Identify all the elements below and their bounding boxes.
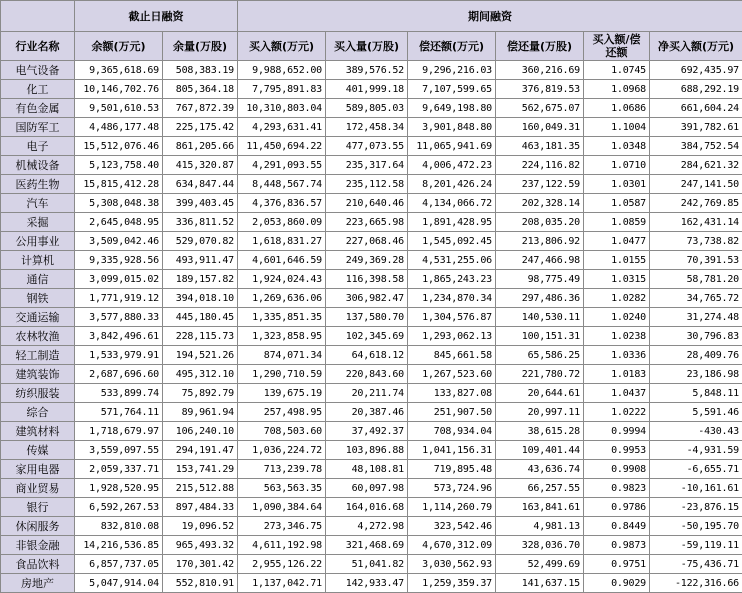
industry-name-cell: 非银金融 <box>1 536 75 555</box>
repay-amount-cell: 1,114,260.79 <box>408 498 496 517</box>
table-row <box>1 99 742 118</box>
buy-volume-cell: 164,016.68 <box>326 498 408 517</box>
balance-amount-cell: 1,533,979.91 <box>75 346 163 365</box>
buy-amount-cell: 563,563.35 <box>238 479 326 498</box>
buy-repay-ratio-cell: 0.8449 <box>584 517 650 536</box>
buy-repay-ratio-cell: 0.9029 <box>584 574 650 593</box>
buy-repay-ratio-cell: 1.0155 <box>584 251 650 270</box>
balance-volume-cell: 529,070.82 <box>163 232 238 251</box>
buy-repay-ratio-cell: 0.9823 <box>584 479 650 498</box>
buy-volume-cell: 137,580.70 <box>326 308 408 327</box>
buy-amount-cell: 2,955,126.22 <box>238 555 326 574</box>
buy-repay-ratio-cell: 1.0282 <box>584 289 650 308</box>
industry-name-cell: 汽车 <box>1 194 75 213</box>
balance-amount-cell: 1,928,520.95 <box>75 479 163 498</box>
repay-amount-cell: 1,865,243.23 <box>408 270 496 289</box>
header-balance-volume: 余量(万股) <box>163 32 238 61</box>
balance-volume-cell: 508,383.19 <box>163 61 238 80</box>
balance-amount-cell: 2,645,048.95 <box>75 213 163 232</box>
balance-volume-cell: 294,191.47 <box>163 441 238 460</box>
repay-volume-cell: 140,530.11 <box>496 308 584 327</box>
table-row <box>1 327 742 346</box>
repay-volume-cell: 163,841.61 <box>496 498 584 517</box>
balance-volume-cell: 194,521.26 <box>163 346 238 365</box>
net-buy-amount-cell: -50,195.70 <box>650 517 742 536</box>
repay-volume-cell: 65,586.25 <box>496 346 584 365</box>
header-buy-amount: 买入额(万元) <box>238 32 326 61</box>
balance-volume-cell: 805,364.18 <box>163 80 238 99</box>
industry-name-cell: 综合 <box>1 403 75 422</box>
repay-amount-cell: 1,234,870.34 <box>408 289 496 308</box>
balance-amount-cell: 533,899.74 <box>75 384 163 403</box>
repay-amount-cell: 1,545,092.45 <box>408 232 496 251</box>
repay-volume-cell: 224,116.82 <box>496 156 584 175</box>
net-buy-amount-cell: 34,765.72 <box>650 289 742 308</box>
balance-amount-cell: 5,047,914.04 <box>75 574 163 593</box>
balance-volume-cell: 552,810.91 <box>163 574 238 593</box>
repay-amount-cell: 1,267,523.60 <box>408 365 496 384</box>
balance-amount-cell: 9,365,618.69 <box>75 61 163 80</box>
repay-amount-cell: 4,134,066.72 <box>408 194 496 213</box>
table-row <box>1 137 742 156</box>
header-corner <box>1 1 75 32</box>
table-row <box>1 460 742 479</box>
repay-amount-cell: 323,542.46 <box>408 517 496 536</box>
table-body <box>1 61 742 593</box>
balance-amount-cell: 1,771,919.12 <box>75 289 163 308</box>
repay-volume-cell: 109,401.44 <box>496 441 584 460</box>
buy-amount-cell: 1,137,042.71 <box>238 574 326 593</box>
balance-amount-cell: 3,559,097.55 <box>75 441 163 460</box>
header-group-period: 期间融资 <box>238 1 742 32</box>
table-row <box>1 308 742 327</box>
header-repay-volume: 偿还量(万股) <box>496 32 584 61</box>
repay-volume-cell: 208,035.20 <box>496 213 584 232</box>
buy-volume-cell: 20,211.74 <box>326 384 408 403</box>
net-buy-amount-cell: 247,141.50 <box>650 175 742 194</box>
buy-volume-cell: 64,618.12 <box>326 346 408 365</box>
repay-volume-cell: 66,257.55 <box>496 479 584 498</box>
repay-amount-cell: 4,006,472.23 <box>408 156 496 175</box>
table-row <box>1 555 742 574</box>
table-row <box>1 289 742 308</box>
repay-volume-cell: 562,675.07 <box>496 99 584 118</box>
buy-amount-cell: 11,450,694.22 <box>238 137 326 156</box>
buy-amount-cell: 4,611,192.98 <box>238 536 326 555</box>
net-buy-amount-cell: -23,876.15 <box>650 498 742 517</box>
buy-volume-cell: 51,041.82 <box>326 555 408 574</box>
buy-amount-cell: 7,795,891.83 <box>238 80 326 99</box>
industry-name-cell: 有色金属 <box>1 99 75 118</box>
buy-amount-cell: 1,090,384.64 <box>238 498 326 517</box>
repay-amount-cell: 3,901,848.80 <box>408 118 496 137</box>
net-buy-amount-cell: -59,119.11 <box>650 536 742 555</box>
repay-volume-cell: 202,328.14 <box>496 194 584 213</box>
buy-amount-cell: 1,924,024.43 <box>238 270 326 289</box>
buy-repay-ratio-cell: 1.0348 <box>584 137 650 156</box>
repay-amount-cell: 1,304,576.87 <box>408 308 496 327</box>
repay-volume-cell: 328,036.70 <box>496 536 584 555</box>
buy-amount-cell: 708,503.60 <box>238 422 326 441</box>
header-net-buy-amount: 净买入额(万元) <box>650 32 742 61</box>
buy-repay-ratio-cell: 0.9953 <box>584 441 650 460</box>
net-buy-amount-cell: 384,752.54 <box>650 137 742 156</box>
table-row <box>1 384 742 403</box>
net-buy-amount-cell: 688,292.19 <box>650 80 742 99</box>
buy-amount-cell: 2,053,860.09 <box>238 213 326 232</box>
repay-amount-cell: 719,895.48 <box>408 460 496 479</box>
repay-volume-cell: 463,181.35 <box>496 137 584 156</box>
balance-volume-cell: 19,096.52 <box>163 517 238 536</box>
buy-volume-cell: 20,387.46 <box>326 403 408 422</box>
repay-volume-cell: 297,486.36 <box>496 289 584 308</box>
repay-amount-cell: 4,670,312.09 <box>408 536 496 555</box>
buy-volume-cell: 477,073.55 <box>326 137 408 156</box>
buy-repay-ratio-cell: 0.9873 <box>584 536 650 555</box>
balance-amount-cell: 9,335,928.56 <box>75 251 163 270</box>
industry-name-cell: 休闲服务 <box>1 517 75 536</box>
repay-volume-cell: 20,997.11 <box>496 403 584 422</box>
balance-amount-cell: 5,308,048.38 <box>75 194 163 213</box>
industry-name-cell: 医药生物 <box>1 175 75 194</box>
table-row <box>1 365 742 384</box>
industry-name-cell: 传媒 <box>1 441 75 460</box>
balance-volume-cell: 225,175.42 <box>163 118 238 137</box>
industry-name-cell: 房地产 <box>1 574 75 593</box>
buy-repay-ratio-cell: 1.0686 <box>584 99 650 118</box>
table-row <box>1 422 742 441</box>
buy-repay-ratio-cell: 1.0968 <box>584 80 650 99</box>
repay-volume-cell: 43,636.74 <box>496 460 584 479</box>
buy-volume-cell: 4,272.98 <box>326 517 408 536</box>
balance-volume-cell: 89,961.94 <box>163 403 238 422</box>
repay-amount-cell: 1,891,428.95 <box>408 213 496 232</box>
industry-name-cell: 钢铁 <box>1 289 75 308</box>
repay-amount-cell: 9,649,198.80 <box>408 99 496 118</box>
buy-repay-ratio-cell: 1.0336 <box>584 346 650 365</box>
industry-name-cell: 机械设备 <box>1 156 75 175</box>
net-buy-amount-cell: 23,186.98 <box>650 365 742 384</box>
header-repay-amount: 偿还额(万元) <box>408 32 496 61</box>
balance-amount-cell: 14,216,536.85 <box>75 536 163 555</box>
table-row <box>1 441 742 460</box>
net-buy-amount-cell: 30,796.83 <box>650 327 742 346</box>
buy-volume-cell: 389,576.52 <box>326 61 408 80</box>
repay-amount-cell: 4,531,255.06 <box>408 251 496 270</box>
buy-volume-cell: 220,843.60 <box>326 365 408 384</box>
buy-amount-cell: 4,601,646.59 <box>238 251 326 270</box>
net-buy-amount-cell: -6,655.71 <box>650 460 742 479</box>
balance-volume-cell: 215,512.88 <box>163 479 238 498</box>
net-buy-amount-cell: -75,436.71 <box>650 555 742 574</box>
balance-amount-cell: 10,146,702.76 <box>75 80 163 99</box>
balance-amount-cell: 5,123,758.40 <box>75 156 163 175</box>
balance-volume-cell: 415,320.87 <box>163 156 238 175</box>
repay-volume-cell: 38,615.28 <box>496 422 584 441</box>
table-row <box>1 536 742 555</box>
buy-volume-cell: 401,999.18 <box>326 80 408 99</box>
net-buy-amount-cell: -10,161.61 <box>650 479 742 498</box>
buy-volume-cell: 306,982.47 <box>326 289 408 308</box>
table-row <box>1 346 742 365</box>
balance-volume-cell: 399,403.45 <box>163 194 238 213</box>
buy-volume-cell: 48,108.81 <box>326 460 408 479</box>
table-row <box>1 574 742 593</box>
repay-amount-cell: 7,107,599.65 <box>408 80 496 99</box>
net-buy-amount-cell: 391,782.61 <box>650 118 742 137</box>
buy-volume-cell: 235,317.64 <box>326 156 408 175</box>
repay-amount-cell: 1,293,062.13 <box>408 327 496 346</box>
repay-amount-cell: 708,934.04 <box>408 422 496 441</box>
balance-volume-cell: 493,911.47 <box>163 251 238 270</box>
buy-amount-cell: 4,376,836.57 <box>238 194 326 213</box>
buy-amount-cell: 257,498.95 <box>238 403 326 422</box>
industry-name-cell: 交通运输 <box>1 308 75 327</box>
buy-repay-ratio-cell: 0.9786 <box>584 498 650 517</box>
buy-repay-ratio-cell: 0.9994 <box>584 422 650 441</box>
buy-amount-cell: 1,036,224.72 <box>238 441 326 460</box>
table-row <box>1 251 742 270</box>
balance-volume-cell: 495,312.10 <box>163 365 238 384</box>
repay-volume-cell: 160,049.31 <box>496 118 584 137</box>
buy-amount-cell: 273,346.75 <box>238 517 326 536</box>
buy-volume-cell: 102,345.69 <box>326 327 408 346</box>
buy-amount-cell: 1,290,710.59 <box>238 365 326 384</box>
industry-name-cell: 建筑装饰 <box>1 365 75 384</box>
balance-amount-cell: 832,810.08 <box>75 517 163 536</box>
industry-name-cell: 食品饮料 <box>1 555 75 574</box>
buy-amount-cell: 139,675.19 <box>238 384 326 403</box>
repay-volume-cell: 20,644.61 <box>496 384 584 403</box>
industry-name-cell: 计算机 <box>1 251 75 270</box>
repay-volume-cell: 213,806.92 <box>496 232 584 251</box>
table-row <box>1 270 742 289</box>
industry-name-cell: 轻工制造 <box>1 346 75 365</box>
net-buy-amount-cell: 31,274.48 <box>650 308 742 327</box>
repay-volume-cell: 237,122.59 <box>496 175 584 194</box>
buy-volume-cell: 60,097.98 <box>326 479 408 498</box>
industry-name-cell: 电气设备 <box>1 61 75 80</box>
buy-repay-ratio-cell: 1.0222 <box>584 403 650 422</box>
buy-volume-cell: 235,112.58 <box>326 175 408 194</box>
buy-repay-ratio-cell: 1.0710 <box>584 156 650 175</box>
balance-amount-cell: 3,842,496.61 <box>75 327 163 346</box>
repay-amount-cell: 845,661.58 <box>408 346 496 365</box>
balance-volume-cell: 634,847.44 <box>163 175 238 194</box>
balance-volume-cell: 336,811.52 <box>163 213 238 232</box>
buy-repay-ratio-cell: 1.0301 <box>584 175 650 194</box>
buy-repay-ratio-cell: 1.0437 <box>584 384 650 403</box>
industry-name-cell: 农林牧渔 <box>1 327 75 346</box>
repay-amount-cell: 11,065,941.69 <box>408 137 496 156</box>
balance-amount-cell: 2,687,696.60 <box>75 365 163 384</box>
buy-volume-cell: 223,665.98 <box>326 213 408 232</box>
buy-volume-cell: 142,933.47 <box>326 574 408 593</box>
repay-amount-cell: 1,259,359.37 <box>408 574 496 593</box>
buy-volume-cell: 37,492.37 <box>326 422 408 441</box>
buy-repay-ratio-cell: 1.0315 <box>584 270 650 289</box>
balance-amount-cell: 3,577,880.33 <box>75 308 163 327</box>
industry-name-cell: 家用电器 <box>1 460 75 479</box>
buy-repay-ratio-cell: 1.0745 <box>584 61 650 80</box>
buy-volume-cell: 227,068.46 <box>326 232 408 251</box>
balance-amount-cell: 15,512,076.46 <box>75 137 163 156</box>
net-buy-amount-cell: 5,591.46 <box>650 403 742 422</box>
balance-amount-cell: 6,592,267.53 <box>75 498 163 517</box>
repay-volume-cell: 100,151.31 <box>496 327 584 346</box>
balance-volume-cell: 75,892.79 <box>163 384 238 403</box>
industry-name-cell: 银行 <box>1 498 75 517</box>
balance-volume-cell: 153,741.29 <box>163 460 238 479</box>
net-buy-amount-cell: 661,604.24 <box>650 99 742 118</box>
header-industry-name: 行业名称 <box>1 32 75 61</box>
balance-amount-cell: 9,501,610.53 <box>75 99 163 118</box>
net-buy-amount-cell: 5,848.11 <box>650 384 742 403</box>
repay-volume-cell: 98,775.49 <box>496 270 584 289</box>
balance-amount-cell: 1,718,679.97 <box>75 422 163 441</box>
header-balance-amount: 余额(万元) <box>75 32 163 61</box>
repay-volume-cell: 52,499.69 <box>496 555 584 574</box>
buy-repay-ratio-cell: 1.0587 <box>584 194 650 213</box>
balance-amount-cell: 2,059,337.71 <box>75 460 163 479</box>
header-buy-repay-ratio: 买入额/偿还额 <box>584 32 650 61</box>
buy-amount-cell: 1,323,858.95 <box>238 327 326 346</box>
table-row <box>1 61 742 80</box>
net-buy-amount-cell: -4,931.59 <box>650 441 742 460</box>
industry-name-cell: 化工 <box>1 80 75 99</box>
balance-amount-cell: 15,815,412.28 <box>75 175 163 194</box>
balance-amount-cell: 3,099,015.02 <box>75 270 163 289</box>
industry-name-cell: 商业贸易 <box>1 479 75 498</box>
buy-repay-ratio-cell: 0.9751 <box>584 555 650 574</box>
table-row <box>1 517 742 536</box>
industry-name-cell: 纺织服装 <box>1 384 75 403</box>
repay-amount-cell: 3,030,562.93 <box>408 555 496 574</box>
header-group-row <box>1 1 742 32</box>
buy-amount-cell: 1,335,851.35 <box>238 308 326 327</box>
buy-volume-cell: 321,468.69 <box>326 536 408 555</box>
balance-volume-cell: 861,205.66 <box>163 137 238 156</box>
header-buy-volume: 买入量(万股) <box>326 32 408 61</box>
buy-repay-ratio-cell: 1.0238 <box>584 327 650 346</box>
repay-volume-cell: 4,981.13 <box>496 517 584 536</box>
table-row <box>1 479 742 498</box>
balance-volume-cell: 189,157.82 <box>163 270 238 289</box>
buy-amount-cell: 874,071.34 <box>238 346 326 365</box>
buy-amount-cell: 9,988,652.00 <box>238 61 326 80</box>
buy-amount-cell: 10,310,803.04 <box>238 99 326 118</box>
net-buy-amount-cell: 58,781.20 <box>650 270 742 289</box>
balance-volume-cell: 897,484.33 <box>163 498 238 517</box>
header-column-row <box>1 32 742 61</box>
table-row <box>1 232 742 251</box>
table-row <box>1 118 742 137</box>
net-buy-amount-cell: 73,738.82 <box>650 232 742 251</box>
table-row <box>1 175 742 194</box>
balance-volume-cell: 965,493.32 <box>163 536 238 555</box>
buy-volume-cell: 116,398.58 <box>326 270 408 289</box>
net-buy-amount-cell: 162,431.14 <box>650 213 742 232</box>
buy-volume-cell: 210,640.46 <box>326 194 408 213</box>
industry-name-cell: 公用事业 <box>1 232 75 251</box>
table-row <box>1 80 742 99</box>
repay-volume-cell: 360,216.69 <box>496 61 584 80</box>
repay-amount-cell: 133,827.08 <box>408 384 496 403</box>
table-row <box>1 213 742 232</box>
balance-amount-cell: 4,486,177.48 <box>75 118 163 137</box>
balance-volume-cell: 170,301.42 <box>163 555 238 574</box>
table-row <box>1 403 742 422</box>
balance-volume-cell: 394,018.10 <box>163 289 238 308</box>
buy-amount-cell: 1,618,831.27 <box>238 232 326 251</box>
balance-amount-cell: 6,857,737.05 <box>75 555 163 574</box>
repay-volume-cell: 221,780.72 <box>496 365 584 384</box>
net-buy-amount-cell: 28,409.76 <box>650 346 742 365</box>
table-row <box>1 156 742 175</box>
balance-amount-cell: 571,764.11 <box>75 403 163 422</box>
net-buy-amount-cell: -430.43 <box>650 422 742 441</box>
net-buy-amount-cell: 70,391.53 <box>650 251 742 270</box>
buy-amount-cell: 4,291,093.55 <box>238 156 326 175</box>
header-group-balance: 截止日融资 <box>75 1 238 32</box>
buy-repay-ratio-cell: 0.9908 <box>584 460 650 479</box>
repay-amount-cell: 251,907.50 <box>408 403 496 422</box>
buy-repay-ratio-cell: 1.0183 <box>584 365 650 384</box>
balance-amount-cell: 3,509,042.46 <box>75 232 163 251</box>
buy-volume-cell: 172,458.34 <box>326 118 408 137</box>
balance-volume-cell: 445,180.45 <box>163 308 238 327</box>
repay-volume-cell: 247,466.98 <box>496 251 584 270</box>
industry-name-cell: 国防军工 <box>1 118 75 137</box>
balance-volume-cell: 228,115.73 <box>163 327 238 346</box>
buy-repay-ratio-cell: 1.0477 <box>584 232 650 251</box>
net-buy-amount-cell: 242,769.85 <box>650 194 742 213</box>
buy-volume-cell: 589,805.03 <box>326 99 408 118</box>
buy-volume-cell: 103,896.88 <box>326 441 408 460</box>
repay-amount-cell: 8,201,426.24 <box>408 175 496 194</box>
industry-name-cell: 建筑材料 <box>1 422 75 441</box>
repay-volume-cell: 376,819.53 <box>496 80 584 99</box>
net-buy-amount-cell: 692,435.97 <box>650 61 742 80</box>
repay-amount-cell: 9,296,216.03 <box>408 61 496 80</box>
balance-volume-cell: 767,872.39 <box>163 99 238 118</box>
table-row <box>1 498 742 517</box>
buy-amount-cell: 8,448,567.74 <box>238 175 326 194</box>
buy-volume-cell: 249,369.28 <box>326 251 408 270</box>
buy-amount-cell: 1,269,636.06 <box>238 289 326 308</box>
industry-name-cell: 通信 <box>1 270 75 289</box>
net-buy-amount-cell: 284,621.32 <box>650 156 742 175</box>
repay-volume-cell: 141,637.15 <box>496 574 584 593</box>
balance-volume-cell: 106,240.10 <box>163 422 238 441</box>
table-row <box>1 194 742 213</box>
buy-repay-ratio-cell: 1.1004 <box>584 118 650 137</box>
buy-repay-ratio-cell: 1.0859 <box>584 213 650 232</box>
buy-repay-ratio-cell: 1.0240 <box>584 308 650 327</box>
repay-amount-cell: 1,041,156.31 <box>408 441 496 460</box>
net-buy-amount-cell: -122,316.66 <box>650 574 742 593</box>
repay-amount-cell: 573,724.96 <box>408 479 496 498</box>
buy-amount-cell: 4,293,631.41 <box>238 118 326 137</box>
industry-name-cell: 采掘 <box>1 213 75 232</box>
industry-name-cell: 电子 <box>1 137 75 156</box>
buy-amount-cell: 713,239.78 <box>238 460 326 479</box>
